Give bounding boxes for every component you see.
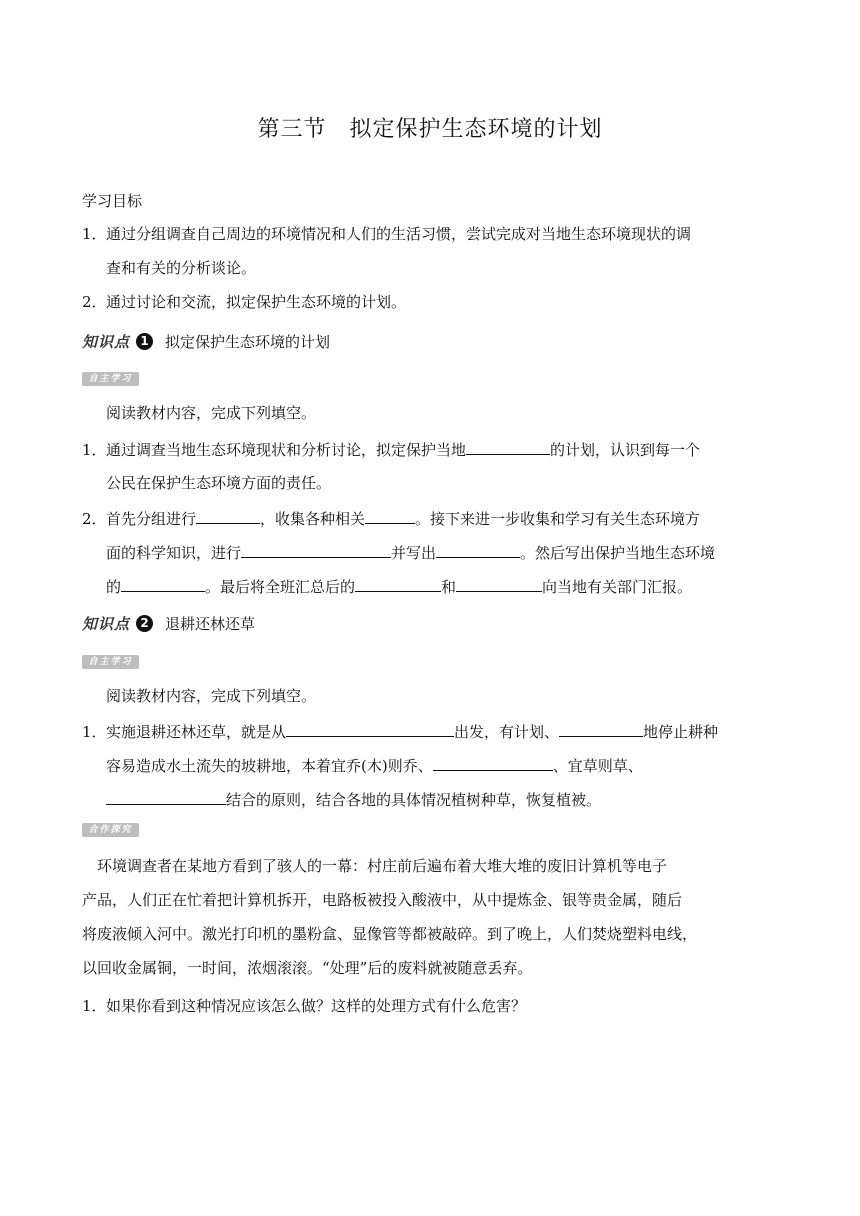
answer-blank[interactable] bbox=[559, 721, 643, 737]
item-number: 1． bbox=[82, 441, 107, 459]
knowledge-point-title: 拟定保护生态环境的计划 bbox=[165, 332, 331, 351]
instruction-text: 阅读教材内容，完成下列填空。 bbox=[106, 687, 317, 705]
answer-blank[interactable] bbox=[286, 721, 454, 737]
question-text: 的计划，认识到每一个 bbox=[550, 441, 701, 459]
cooperative-inquiry-tag: 合作探究 bbox=[82, 823, 139, 837]
question-text: 面的科学知识，进行 bbox=[106, 544, 242, 562]
self-study-tag: 自主学习 bbox=[82, 655, 139, 669]
number-badge-icon: 2 bbox=[136, 615, 153, 632]
question-text: 实施退耕还林还草，就是从 bbox=[106, 723, 287, 741]
objective-item-1 bbox=[82, 224, 691, 244]
objective-text: 通过讨论和交流，拟定保护生态环境的计划。 bbox=[106, 293, 407, 311]
passage-line: 将废液倾入河中。激光打印机的墨粉盒、显像管等都被敲碎。到了晚上，人们焚烧塑料电线， bbox=[82, 925, 698, 943]
passage-line: 产品，人们正在忙着把计算机拆开，电路板被投入酸液中，从中提炼金、银等贵金属，随后 bbox=[82, 891, 683, 909]
instruction-text: 阅读教材内容，完成下列填空。 bbox=[106, 404, 317, 422]
number-badge-icon: 1 bbox=[136, 333, 153, 350]
answer-blank[interactable] bbox=[106, 789, 226, 805]
item-number: 1． bbox=[82, 997, 107, 1015]
fill-question-2 bbox=[82, 508, 700, 529]
question-text: 如果你看到这种情况应该怎么做？这样的处理方式有什么危害？ bbox=[106, 997, 527, 1015]
answer-blank[interactable] bbox=[436, 542, 520, 558]
question-continuation bbox=[106, 755, 643, 776]
question-continuation bbox=[106, 789, 601, 810]
question-text: 出发，有计划、 bbox=[454, 723, 560, 741]
answer-blank[interactable] bbox=[365, 508, 415, 524]
objective-item-1-cont: 查和有关的分析谈论。 bbox=[106, 259, 257, 277]
knowledge-point-label: 知识点 bbox=[82, 332, 131, 351]
question-continuation: 公民在保护生态环境方面的责任。 bbox=[106, 474, 332, 492]
question-text: 和 bbox=[441, 578, 457, 596]
question-continuation bbox=[106, 576, 692, 597]
item-number: 2． bbox=[82, 293, 107, 311]
fill-question-1 bbox=[82, 439, 700, 460]
answer-blank[interactable] bbox=[196, 508, 260, 524]
question-text: 容易造成水土流失的坡耕地，本着宜乔(木)则乔、 bbox=[106, 757, 433, 775]
fill-question-3 bbox=[82, 721, 718, 742]
answer-blank[interactable] bbox=[466, 439, 550, 455]
knowledge-point-title: 退耕还林还草 bbox=[165, 614, 256, 633]
passage-line: 以回收金属铜，一时间，浓烟滚滚。“处理”后的废料就被随意丢弃。 bbox=[82, 959, 533, 977]
answer-blank[interactable] bbox=[121, 576, 205, 592]
question-text: 。最后将全班汇总后的 bbox=[205, 578, 356, 596]
objective-text: 通过分组调查自己周边的环境情况和人们的生活习惯，尝试完成对当地生态环境现状的调 bbox=[106, 225, 692, 243]
question-text: ，收集各种相关 bbox=[260, 510, 366, 528]
inquiry-question bbox=[82, 996, 526, 1016]
answer-blank[interactable] bbox=[355, 576, 441, 592]
question-text: 并写出 bbox=[391, 544, 437, 562]
question-text: 、宜草则草、 bbox=[552, 757, 643, 775]
answer-blank[interactable] bbox=[433, 755, 553, 771]
objectives-heading: 学习目标 bbox=[82, 192, 143, 210]
item-number: 1． bbox=[82, 723, 107, 741]
question-text: 结合的原则，结合各地的具体情况植树种草，恢复植被。 bbox=[226, 791, 602, 809]
passage-line: 环境调查者在某地方看到了骇人的一幕：村庄前后遍布着大堆大堆的废旧计算机等电子 bbox=[82, 857, 668, 875]
question-text: 向当地有关部门汇报。 bbox=[542, 578, 693, 596]
knowledge-point-2-header bbox=[82, 612, 255, 634]
question-text: 的 bbox=[106, 578, 122, 596]
question-text: 。接下来进一步收集和学习有关生态环境方 bbox=[415, 510, 701, 528]
answer-blank[interactable] bbox=[241, 542, 391, 558]
self-study-tag: 自主学习 bbox=[82, 372, 139, 386]
knowledge-point-1-header bbox=[82, 330, 330, 352]
item-number: 2． bbox=[82, 510, 107, 528]
item-number: 1． bbox=[82, 225, 107, 243]
question-text: 通过调查当地生态环境现状和分析讨论，拟定保护当地 bbox=[106, 441, 467, 459]
question-text: 首先分组进行 bbox=[106, 510, 197, 528]
question-text: 。然后写出保护当地生态环境 bbox=[520, 544, 716, 562]
page-title: 第三节 拟定保护生态环境的计划 bbox=[257, 117, 603, 142]
question-continuation bbox=[106, 542, 715, 563]
answer-blank[interactable] bbox=[456, 576, 542, 592]
objective-item-2 bbox=[82, 292, 406, 312]
question-text: 地停止耕种 bbox=[643, 723, 719, 741]
knowledge-point-label: 知识点 bbox=[82, 614, 131, 633]
